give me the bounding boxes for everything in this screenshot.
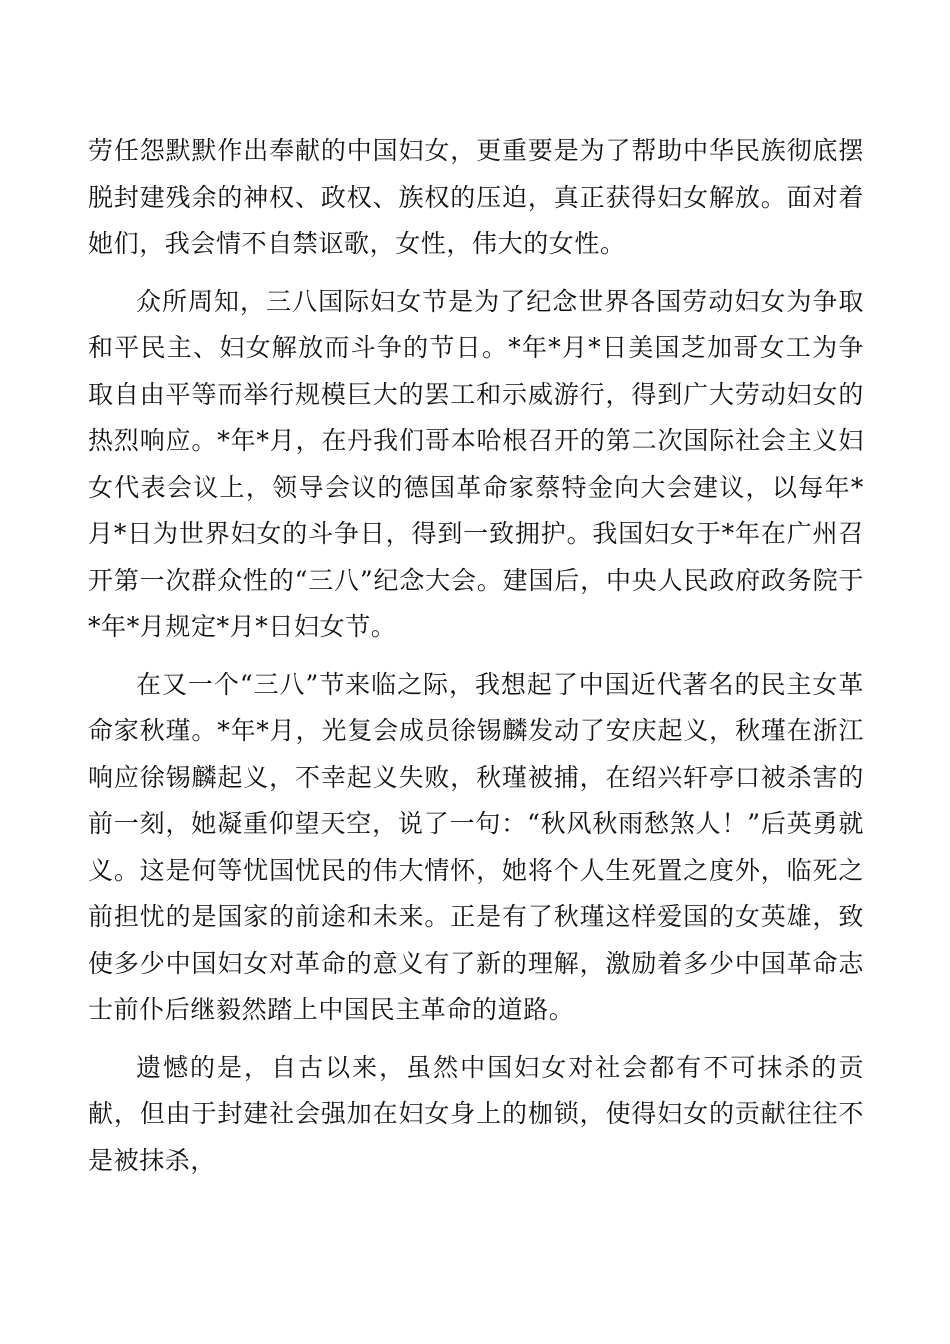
paragraph-2: 众所周知，三八国际妇女节是为了纪念世界各国劳动妇女为争取和平民主、妇女解放而斗争的节日。*年*月*日美国芝加哥女工为争取自由平等而举行规模巨大的罢工和示威游行，得到广大劳动妇女的热烈响应。*年*月，在丹我们哥本哈根召开的第二次国际社会主义妇女代表会议上，领导会议的德国革命家蔡特金向大会建议，以每年*月*日为世界妇女的斗争日，得到一致拥护。我国妇女于*年在广州召开第一次群众性的“三八”纪念大会。建国后，中央人民政府政务院于*年*月规定*月*日妇女节。: [88, 286, 864, 641]
paragraph-1: 劳任怨默默作出奉献的中国妇女，更重要是为了帮助中华民族彻底摆脱封建残余的神权、政权、族权的压迫，真正获得妇女解放。面对着她们，我会情不自禁讴歌，女性，伟大的女性。: [88, 136, 864, 258]
paragraph-4: 遗憾的是，自古以来，虽然中国妇女对社会都有不可抹杀的贡献，但由于封建社会强加在妇女身上的枷锁，使得妇女的贡献往往不是被抹杀，: [88, 1052, 864, 1175]
paragraph-3: 在又一个“三八”节来临之际，我想起了中国近代著名的民主女革命家秋瑾。*年*月，光复会成员徐锡麟发动了安庆起义，秋瑾在浙江响应徐锡麟起义，不幸起义失败，秋瑾被捕，在绍兴轩亭口被杀害的前一刻，她凝重仰望天空，说了一句：“秋风秋雨愁煞人！”后英勇就义。这是何等忧国忧民的伟大情怀，她将个人生死置之度外，临死之前担忧的是国家的前途和未来。正是有了秋瑾这样爱国的女英雄，致使多少中国妇女对革命的意义有了新的理解，激励着多少中国革命志士前仆后继毅然踏上中国民主革命的道路。: [88, 669, 864, 1024]
document-body: [88, 128, 864, 1195]
